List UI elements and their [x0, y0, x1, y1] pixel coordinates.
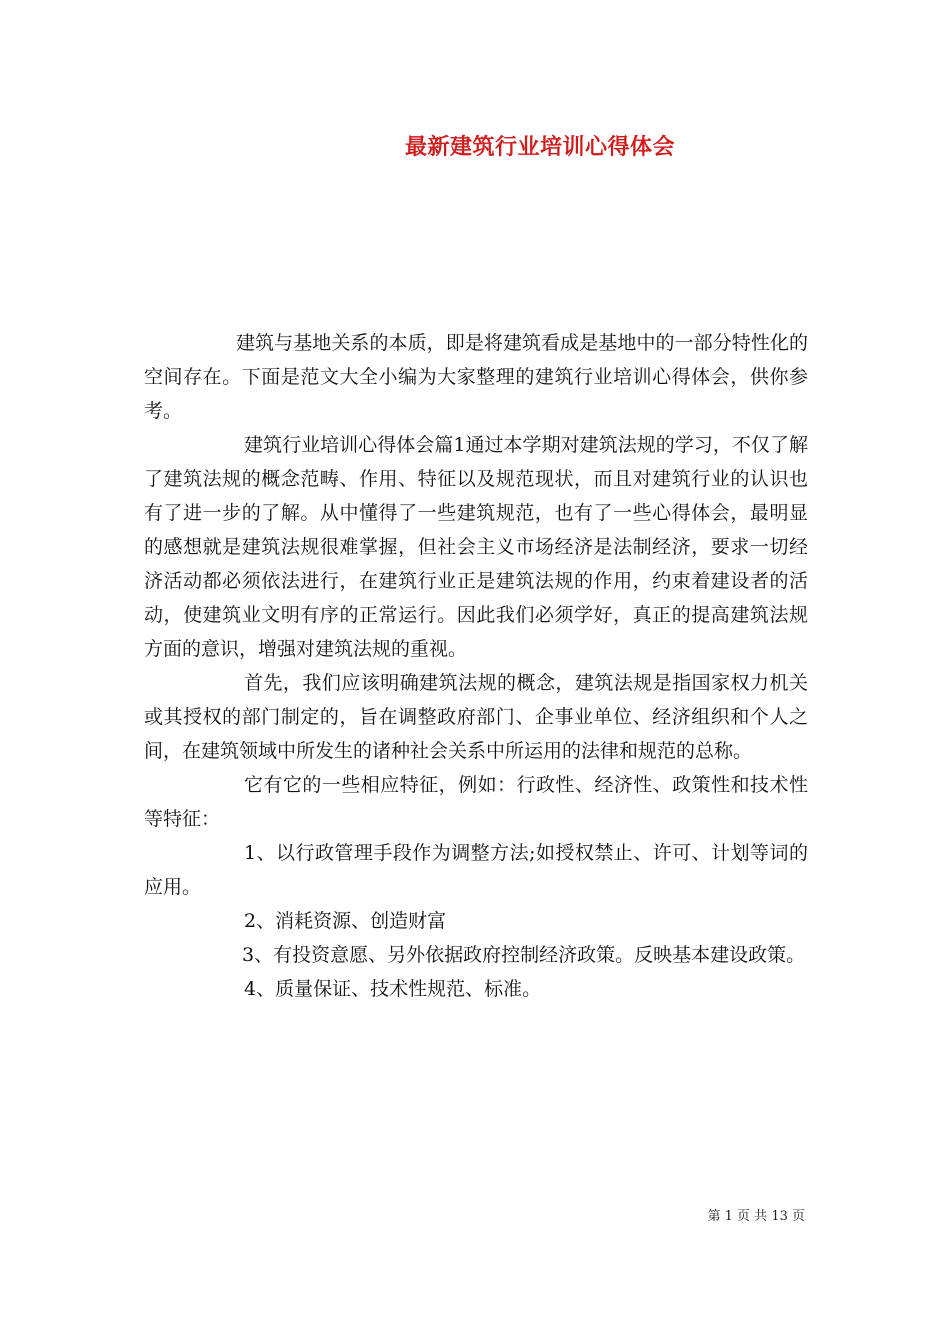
page-number-footer: 第 1 页 共 13 页: [707, 1209, 805, 1224]
list-item-1: 1、以行政管理手段作为调整方法;如授权禁止、许可、计划等词的应用。: [144, 842, 808, 898]
document-body: [144, 326, 808, 1006]
paragraph-intro: 建筑与基地关系的本质，即是将建筑看成是基地中的一部分特性化的空间存在。下面是范文大全小编为大家整理的建筑行业培训心得体会，供你参考。: [144, 332, 808, 422]
list-item-4: 4、质量保证、技术性规范、标准。: [244, 978, 542, 1000]
list-item-3: 3、有投资意愿、另外依据政府控制经济政策。反映基本建设政策。: [242, 944, 806, 966]
paragraph-features: 它有它的一些相应特征，例如：行政性、经济性、政策性和技术性等特征：: [144, 774, 808, 830]
paragraph-definition: 首先，我们应该明确建筑法规的概念，建筑法规是指国家权力机关或其授权的部门制定的，旨在调整政府部门、企事业单位、经济组织和个人之间，在建筑领域中所发生的诸种社会关系中所运用的法律和规范的总称。: [144, 672, 808, 762]
list-item-2: 2、消耗资源、创造财富: [244, 910, 447, 932]
document-title: 最新建筑行业培训心得体会: [404, 134, 675, 160]
paragraph-article-1: 建筑行业培训心得体会篇1通过本学期对建筑法规的学习，不仅了解了建筑法规的概念范畴、作用、特征以及规范现状，而且对建筑行业的认识也有了进一步的了解。从中懂得了一些建筑规范，也有了一些心得体会，最明显的感想就是建筑法规很难掌握，但社会主义市场经济是法制经济，要求一切经济活动都必须依法进行，在建筑行业正是建筑法规的作用，约束着建设者的活动，使建筑业文明有序的正常运行。因此我们必须学好，真正的提高建筑法规方面的意识，增强对建筑法规的重视。: [144, 434, 808, 660]
